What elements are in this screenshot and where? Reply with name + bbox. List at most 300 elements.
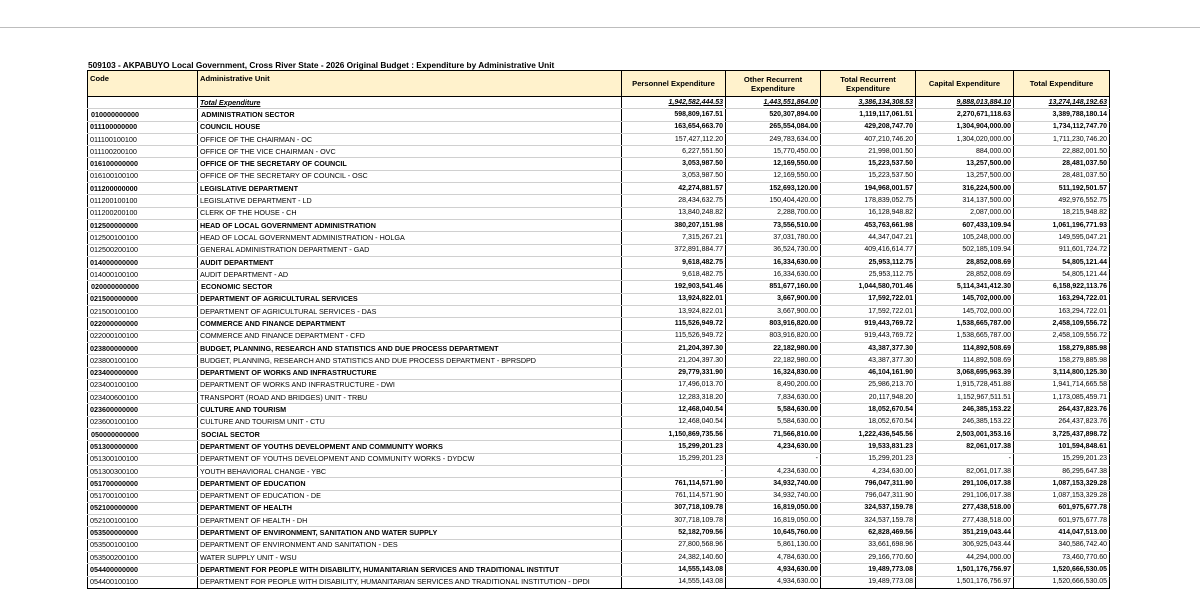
personnel-cell: 12,283,318.20 — [622, 392, 726, 404]
capital-cell: 13,257,500.00 — [916, 170, 1014, 182]
personnel-cell: 13,840,248.82 — [622, 207, 726, 219]
unit-cell: DEPARTMENT OF EDUCATION — [198, 478, 622, 490]
unit-cell: OFFICE OF THE SECRETARY OF COUNCIL — [198, 158, 622, 170]
total-expenditure-cell: 18,215,948.82 — [1014, 207, 1110, 219]
total-expenditure-cell: 6,158,922,113.76 — [1014, 281, 1110, 293]
capital-cell: 277,438,518.00 — [916, 515, 1014, 527]
total-expenditure-cell: 54,805,121.44 — [1014, 256, 1110, 268]
sector-row — [88, 109, 1110, 121]
capital-cell: 82,061,017.38 — [916, 441, 1014, 453]
capital-cell: 1,538,665,787.00 — [916, 330, 1014, 342]
total-recurrent-cell: 15,299,201.23 — [821, 453, 916, 465]
table-row — [88, 551, 1110, 563]
unit-cell: AUDIT DEPARTMENT - AD — [198, 269, 622, 281]
total-recurrent-cell: 25,953,112.75 — [821, 256, 916, 268]
capital-cell: 2,270,671,118.63 — [916, 109, 1014, 121]
other-recurrent-cell: 4,934,630.00 — [726, 576, 821, 588]
capital-cell: 351,219,043.44 — [916, 527, 1014, 539]
other-recurrent-cell: 150,404,420.00 — [726, 195, 821, 207]
unit-cell: LEGISLATIVE DEPARTMENT — [198, 183, 622, 195]
other-recurrent-cell: 249,783,634.00 — [726, 133, 821, 145]
unit-cell: WATER SUPPLY UNIT - WSU — [198, 551, 622, 563]
other-recurrent-cell: 4,934,630.00 — [726, 564, 821, 576]
other-recurrent-cell: 71,566,810.00 — [726, 429, 821, 441]
total-recurrent-cell: 16,128,948.82 — [821, 207, 916, 219]
personnel-cell: 6,227,551.50 — [622, 146, 726, 158]
other-recurrent-cell: 12,169,550.00 — [726, 158, 821, 170]
unit-cell: LEGISLATIVE DEPARTMENT - LD — [198, 195, 622, 207]
unit-cell: BUDGET, PLANNING, RESEARCH AND STATISTICS AND DUE PROCESS DEPARTMENT - BPRSDPD — [198, 355, 622, 367]
sector-row — [88, 281, 1110, 293]
table-row — [88, 527, 1110, 539]
unit-cell: COMMERCE AND FINANCE DEPARTMENT — [198, 318, 622, 330]
code-cell: 012500100100 — [88, 232, 198, 244]
personnel-cell: 115,526,949.72 — [622, 330, 726, 342]
code-cell: 014000000000 — [88, 256, 198, 268]
total-expenditure-cell: 1,087,153,329.28 — [1014, 478, 1110, 490]
table-row — [88, 478, 1110, 490]
table-row — [88, 183, 1110, 195]
total-recurrent-cell: 3,386,134,308.53 — [821, 97, 916, 109]
total-expenditure-cell: 2,458,109,556.72 — [1014, 330, 1110, 342]
capital-cell: 502,185,109.94 — [916, 244, 1014, 256]
capital-cell: 145,702,000.00 — [916, 293, 1014, 305]
other-recurrent-cell: 5,584,630.00 — [726, 404, 821, 416]
capital-cell: 2,087,000.00 — [916, 207, 1014, 219]
personnel-cell: 598,809,167.51 — [622, 109, 726, 121]
code-cell: 012500200100 — [88, 244, 198, 256]
other-recurrent-cell: 36,524,730.00 — [726, 244, 821, 256]
other-recurrent-cell: 5,861,130.00 — [726, 539, 821, 551]
total-expenditure-cell: 158,279,885.98 — [1014, 342, 1110, 354]
other-recurrent-cell: 15,770,450.00 — [726, 146, 821, 158]
total-recurrent-cell: 409,416,614.77 — [821, 244, 916, 256]
total-recurrent-cell: 4,234,630.00 — [821, 465, 916, 477]
personnel-cell: 307,718,109.78 — [622, 515, 726, 527]
unit-cell: GENERAL ADMINISTRATION DEPARTMENT - GAD — [198, 244, 622, 256]
capital-cell: 1,501,176,756.97 — [916, 564, 1014, 576]
total-recurrent-cell: 29,166,770.60 — [821, 551, 916, 563]
other-recurrent-cell: 10,645,760.00 — [726, 527, 821, 539]
unit-cell: CULTURE AND TOURISM UNIT - CTU — [198, 416, 622, 428]
code-cell: 014000100100 — [88, 269, 198, 281]
personnel-cell: 14,555,143.08 — [622, 564, 726, 576]
table-row — [88, 219, 1110, 231]
table-row — [88, 441, 1110, 453]
table-row — [88, 342, 1110, 354]
code-cell: 054400000000 — [88, 564, 198, 576]
code-cell: 051300000000 — [88, 441, 198, 453]
personnel-cell: 163,654,663.70 — [622, 121, 726, 133]
code-cell — [88, 97, 198, 109]
other-recurrent-cell: 803,916,820.00 — [726, 318, 821, 330]
capital-cell: 5,114,341,412.30 — [916, 281, 1014, 293]
total-recurrent-cell: 19,533,831.23 — [821, 441, 916, 453]
table-row — [88, 158, 1110, 170]
personnel-cell: 372,891,884.77 — [622, 244, 726, 256]
table-row — [88, 453, 1110, 465]
top-divider — [0, 27, 1200, 28]
total-recurrent-cell: 407,210,746.20 — [821, 133, 916, 145]
total-recurrent-cell: 20,117,948.20 — [821, 392, 916, 404]
code-cell: 023400000000 — [88, 367, 198, 379]
code-cell: 016100100100 — [88, 170, 198, 182]
other-recurrent-cell: 34,932,740.00 — [726, 490, 821, 502]
code-cell: 051700100100 — [88, 490, 198, 502]
unit-cell: DEPARTMENT OF ENVIRONMENT, SANITATION AND WATER SUPPLY — [198, 527, 622, 539]
capital-cell: 246,385,153.22 — [916, 416, 1014, 428]
other-recurrent-cell: - — [726, 453, 821, 465]
capital-cell: 316,224,500.00 — [916, 183, 1014, 195]
capital-cell: 246,385,153.22 — [916, 404, 1014, 416]
total-recurrent-cell: 17,592,722.01 — [821, 306, 916, 318]
table-row — [88, 170, 1110, 182]
code-cell: 053500000000 — [88, 527, 198, 539]
other-recurrent-cell: 3,667,900.00 — [726, 293, 821, 305]
other-recurrent-cell: 851,677,160.00 — [726, 281, 821, 293]
total-expenditure-cell: 414,047,513.00 — [1014, 527, 1110, 539]
total-expenditure-cell: 13,274,148,192.63 — [1014, 97, 1110, 109]
capital-cell: 1,501,176,756.97 — [916, 576, 1014, 588]
code-cell: 020000000000 — [88, 281, 198, 293]
unit-cell: BUDGET, PLANNING, RESEARCH AND STATISTICS AND DUE PROCESS DEPARTMENT — [198, 342, 622, 354]
personnel-cell: 761,114,571.90 — [622, 478, 726, 490]
table-row — [88, 367, 1110, 379]
unit-cell: SOCIAL SECTOR — [198, 429, 622, 441]
capital-cell: 884,000.00 — [916, 146, 1014, 158]
unit-cell: DEPARTMENT OF WORKS AND INFRASTRUCTURE — [198, 367, 622, 379]
total-recurrent-cell: 1,119,117,061.51 — [821, 109, 916, 121]
unit-cell: DEPARTMENT OF YOUTHS DEVELOPMENT AND COMMUNITY WORKS - DYDCW — [198, 453, 622, 465]
total-expenditure-cell: 54,805,121.44 — [1014, 269, 1110, 281]
code-cell: 023600000000 — [88, 404, 198, 416]
total-recurrent-cell: 43,387,377.30 — [821, 342, 916, 354]
code-cell: 023600100100 — [88, 416, 198, 428]
personnel-cell: 1,942,582,444.53 — [622, 97, 726, 109]
code-cell: 022000000000 — [88, 318, 198, 330]
unit-cell: OFFICE OF THE CHAIRMAN - OC — [198, 133, 622, 145]
personnel-cell: 13,924,822.01 — [622, 306, 726, 318]
capital-cell: 291,106,017.38 — [916, 478, 1014, 490]
total-expenditure-cell: 492,976,552.75 — [1014, 195, 1110, 207]
code-cell: 052100100100 — [88, 515, 198, 527]
table-row — [88, 256, 1110, 268]
code-cell: 051700000000 — [88, 478, 198, 490]
other-recurrent-cell: 8,490,200.00 — [726, 379, 821, 391]
personnel-cell: 9,618,482.75 — [622, 256, 726, 268]
table-row — [88, 515, 1110, 527]
total-recurrent-cell: 1,044,580,701.46 — [821, 281, 916, 293]
total-expenditure-cell: 911,601,724.72 — [1014, 244, 1110, 256]
total-expenditure-cell: 3,725,437,898.72 — [1014, 429, 1110, 441]
table-row — [88, 232, 1110, 244]
code-cell: 010000000000 — [88, 109, 198, 121]
other-recurrent-cell: 4,234,630.00 — [726, 441, 821, 453]
capital-cell: 1,304,020,000.00 — [916, 133, 1014, 145]
total-expenditure-cell: 163,294,722.01 — [1014, 306, 1110, 318]
capital-cell: 114,892,508.69 — [916, 355, 1014, 367]
personnel-cell: 28,434,632.75 — [622, 195, 726, 207]
unit-cell: DEPARTMENT OF EDUCATION - DE — [198, 490, 622, 502]
header-code: Code — [88, 71, 198, 97]
header-capital-expenditure: Capital Expenditure — [916, 71, 1014, 97]
code-cell: 052100000000 — [88, 502, 198, 514]
total-recurrent-cell: 19,489,773.08 — [821, 564, 916, 576]
code-cell: 023800000000 — [88, 342, 198, 354]
header-total-recurrent-expenditure: Total Recurrent Expenditure — [821, 71, 916, 97]
total-recurrent-cell: 17,592,722.01 — [821, 293, 916, 305]
table-row — [88, 330, 1110, 342]
personnel-cell: 761,114,571.90 — [622, 490, 726, 502]
expenditure-table — [87, 70, 1110, 589]
table-row — [88, 392, 1110, 404]
code-cell: 011100100100 — [88, 133, 198, 145]
other-recurrent-cell: 73,556,510.00 — [726, 219, 821, 231]
table-row — [88, 318, 1110, 330]
total-expenditure-cell: 158,279,885.98 — [1014, 355, 1110, 367]
total-recurrent-cell: 21,998,001.50 — [821, 146, 916, 158]
capital-cell: 1,915,728,451.88 — [916, 379, 1014, 391]
capital-cell: 607,433,109.94 — [916, 219, 1014, 231]
table-body — [88, 97, 1110, 589]
unit-cell: COUNCIL HOUSE — [198, 121, 622, 133]
personnel-cell: 307,718,109.78 — [622, 502, 726, 514]
unit-cell: OFFICE OF THE VICE CHAIRMAN - OVC — [198, 146, 622, 158]
code-cell: 053500200100 — [88, 551, 198, 563]
sector-row — [88, 429, 1110, 441]
capital-cell: - — [916, 453, 1014, 465]
unit-cell: DEPARTMENT OF AGRICULTURAL SERVICES - DAS — [198, 306, 622, 318]
header-personnel-expenditure: Personnel Expenditure — [622, 71, 726, 97]
unit-cell: TRANSPORT (ROAD AND BRIDGES) UNIT - TRBU — [198, 392, 622, 404]
personnel-cell: 157,427,112.20 — [622, 133, 726, 145]
personnel-cell: 380,207,151.98 — [622, 219, 726, 231]
other-recurrent-cell: 37,031,780.00 — [726, 232, 821, 244]
total-expenditure-cell: 3,389,788,180.14 — [1014, 109, 1110, 121]
total-expenditure-cell: 73,460,770.60 — [1014, 551, 1110, 563]
code-cell: 023400600100 — [88, 392, 198, 404]
capital-cell: 314,137,500.00 — [916, 195, 1014, 207]
other-recurrent-cell: 3,667,900.00 — [726, 306, 821, 318]
personnel-cell: 192,903,541.46 — [622, 281, 726, 293]
unit-cell: YOUTH BEHAVIORAL CHANGE - YBC — [198, 465, 622, 477]
total-expenditure-cell: 1,734,112,747.70 — [1014, 121, 1110, 133]
code-cell: 054400100100 — [88, 576, 198, 588]
table-row — [88, 564, 1110, 576]
unit-cell: HEAD OF LOCAL GOVERNMENT ADMINISTRATION — [198, 219, 622, 231]
total-recurrent-cell: 19,489,773.08 — [821, 576, 916, 588]
code-cell: 021500000000 — [88, 293, 198, 305]
total-expenditure-cell: 3,114,800,125.30 — [1014, 367, 1110, 379]
unit-cell: DEPARTMENT OF WORKS AND INFRASTRUCTURE - DWI — [198, 379, 622, 391]
capital-cell: 1,152,967,511.51 — [916, 392, 1014, 404]
other-recurrent-cell: 520,307,894.00 — [726, 109, 821, 121]
table-header-row — [88, 71, 1110, 97]
total-expenditure-cell: 1,520,666,530.05 — [1014, 576, 1110, 588]
table-row — [88, 207, 1110, 219]
code-cell: 011100200100 — [88, 146, 198, 158]
table-row — [88, 502, 1110, 514]
total-expenditure-cell: 1,711,230,746.20 — [1014, 133, 1110, 145]
total-expenditure-cell: 340,586,742.40 — [1014, 539, 1110, 551]
unit-cell: OFFICE OF THE SECRETARY OF COUNCIL - OSC — [198, 170, 622, 182]
unit-cell: DEPARTMENT OF ENVIRONMENT AND SANITATION - DES — [198, 539, 622, 551]
personnel-cell: 29,779,331.90 — [622, 367, 726, 379]
code-cell: 050000000000 — [88, 429, 198, 441]
code-cell: 016100000000 — [88, 158, 198, 170]
total-recurrent-cell: 18,052,670.54 — [821, 416, 916, 428]
code-cell: 011200000000 — [88, 183, 198, 195]
personnel-cell: 27,800,568.96 — [622, 539, 726, 551]
capital-cell: 82,061,017.38 — [916, 465, 1014, 477]
other-recurrent-cell: 16,324,830.00 — [726, 367, 821, 379]
total-recurrent-cell: 15,223,537.50 — [821, 158, 916, 170]
total-expenditure-cell: 1,520,666,530.05 — [1014, 564, 1110, 576]
total-recurrent-cell: 919,443,769.72 — [821, 330, 916, 342]
total-expenditure-cell: 601,975,677.78 — [1014, 502, 1110, 514]
total-recurrent-cell: 33,661,698.96 — [821, 539, 916, 551]
unit-cell: DEPARTMENT OF YOUTHS DEVELOPMENT AND COMMUNITY WORKS — [198, 441, 622, 453]
unit-cell: HEAD OF LOCAL GOVERNMENT ADMINISTRATION - HOLGA — [198, 232, 622, 244]
total-recurrent-cell: 324,537,159.78 — [821, 515, 916, 527]
capital-cell: 145,702,000.00 — [916, 306, 1014, 318]
other-recurrent-cell: 22,182,980.00 — [726, 355, 821, 367]
code-cell: 023800100100 — [88, 355, 198, 367]
total-expenditure-cell: 264,437,823.76 — [1014, 416, 1110, 428]
total-recurrent-cell: 1,222,436,545.56 — [821, 429, 916, 441]
other-recurrent-cell: 12,169,550.00 — [726, 170, 821, 182]
capital-cell: 114,892,508.69 — [916, 342, 1014, 354]
table-row — [88, 293, 1110, 305]
other-recurrent-cell: 265,554,084.00 — [726, 121, 821, 133]
total-expenditure-cell: 149,595,047.21 — [1014, 232, 1110, 244]
table-row — [88, 121, 1110, 133]
total-expenditure-cell: 163,294,722.01 — [1014, 293, 1110, 305]
report-title: 509103 - AKPABUYO Local Government, Cross River State - 2026 Original Budget : Expenditure by Administrative Unit — [88, 60, 555, 70]
other-recurrent-cell: 16,334,630.00 — [726, 269, 821, 281]
unit-cell: DEPARTMENT OF HEALTH - DH — [198, 515, 622, 527]
header-total-expenditure: Total Expenditure — [1014, 71, 1110, 97]
unit-cell: DEPARTMENT OF AGRICULTURAL SERVICES — [198, 293, 622, 305]
table-row — [88, 195, 1110, 207]
total-recurrent-cell: 796,047,311.90 — [821, 490, 916, 502]
unit-cell: Total Expenditure — [198, 97, 622, 109]
total-expenditure-cell: 511,192,501.57 — [1014, 183, 1110, 195]
unit-cell: CULTURE AND TOURISM — [198, 404, 622, 416]
capital-cell: 2,503,001,353.16 — [916, 429, 1014, 441]
unit-cell: DEPARTMENT OF HEALTH — [198, 502, 622, 514]
code-cell: 011200200100 — [88, 207, 198, 219]
capital-cell: 1,538,665,787.00 — [916, 318, 1014, 330]
total-expenditure-cell: 22,882,001.50 — [1014, 146, 1110, 158]
capital-cell: 3,068,695,963.39 — [916, 367, 1014, 379]
total-expenditure-cell: 86,295,647.38 — [1014, 465, 1110, 477]
capital-cell: 1,304,904,000.00 — [916, 121, 1014, 133]
table-row — [88, 133, 1110, 145]
capital-cell: 44,294,000.00 — [916, 551, 1014, 563]
total-recurrent-cell: 18,052,670.54 — [821, 404, 916, 416]
code-cell: 023400100100 — [88, 379, 198, 391]
capital-cell: 28,852,008.69 — [916, 269, 1014, 281]
unit-cell: ADMINISTRATION SECTOR — [198, 109, 622, 121]
personnel-cell: 12,468,040.54 — [622, 416, 726, 428]
other-recurrent-cell: 5,584,630.00 — [726, 416, 821, 428]
total-expenditure-cell: 15,299,201.23 — [1014, 453, 1110, 465]
table-row — [88, 576, 1110, 588]
other-recurrent-cell: 34,932,740.00 — [726, 478, 821, 490]
total-recurrent-cell: 178,839,052.75 — [821, 195, 916, 207]
header-administrative-unit: Administrative Unit — [198, 71, 622, 97]
total-recurrent-cell: 796,047,311.90 — [821, 478, 916, 490]
personnel-cell: 9,618,482.75 — [622, 269, 726, 281]
table-row — [88, 306, 1110, 318]
personnel-cell: 21,204,397.30 — [622, 342, 726, 354]
code-cell: 011200100100 — [88, 195, 198, 207]
unit-cell: ECONOMIC SECTOR — [198, 281, 622, 293]
total-recurrent-cell: 44,347,047.21 — [821, 232, 916, 244]
unit-cell: DEPARTMENT FOR PEOPLE WITH DISABILITY, HUMANITARIAN SERVICES AND TRADITIONAL INSTITUTION - DPDI — [198, 576, 622, 588]
unit-cell: COMMERCE AND FINANCE DEPARTMENT - CFD — [198, 330, 622, 342]
personnel-cell: 17,496,013.70 — [622, 379, 726, 391]
other-recurrent-cell: 22,182,980.00 — [726, 342, 821, 354]
personnel-cell: 7,315,267.21 — [622, 232, 726, 244]
personnel-cell: 14,555,143.08 — [622, 576, 726, 588]
personnel-cell: 3,053,987.50 — [622, 170, 726, 182]
personnel-cell: 21,204,397.30 — [622, 355, 726, 367]
total-recurrent-cell: 429,208,747.70 — [821, 121, 916, 133]
header-other-recurrent-expenditure: Other Recurrent Expenditure — [726, 71, 821, 97]
capital-cell: 28,852,008.69 — [916, 256, 1014, 268]
total-expenditure-cell: 601,975,677.78 — [1014, 515, 1110, 527]
total-expenditure-cell: 1,941,714,665.58 — [1014, 379, 1110, 391]
total-recurrent-cell: 25,986,213.70 — [821, 379, 916, 391]
total-recurrent-cell: 62,828,469.56 — [821, 527, 916, 539]
other-recurrent-cell: 16,819,050.00 — [726, 515, 821, 527]
total-expenditure-cell: 1,173,085,459.71 — [1014, 392, 1110, 404]
code-cell: 053500100100 — [88, 539, 198, 551]
personnel-cell: 42,274,881.57 — [622, 183, 726, 195]
total-recurrent-cell: 46,104,161.90 — [821, 367, 916, 379]
unit-cell: AUDIT DEPARTMENT — [198, 256, 622, 268]
personnel-cell: 1,150,869,735.56 — [622, 429, 726, 441]
capital-cell: 13,257,500.00 — [916, 158, 1014, 170]
personnel-cell: 24,382,140.60 — [622, 551, 726, 563]
unit-cell: DEPARTMENT FOR PEOPLE WITH DISABILITY, HUMANITARIAN SERVICES AND TRADITIONAL INSTITUT — [198, 564, 622, 576]
personnel-cell: 15,299,201.23 — [622, 441, 726, 453]
personnel-cell: 52,182,709.56 — [622, 527, 726, 539]
code-cell: 012500000000 — [88, 219, 198, 231]
table-row — [88, 146, 1110, 158]
table-row — [88, 269, 1110, 281]
capital-cell: 291,106,017.38 — [916, 490, 1014, 502]
total-recurrent-cell: 324,537,159.78 — [821, 502, 916, 514]
total-expenditure-cell: 1,087,153,329.28 — [1014, 490, 1110, 502]
total-recurrent-cell: 919,443,769.72 — [821, 318, 916, 330]
table-row — [88, 416, 1110, 428]
personnel-cell: 115,526,949.72 — [622, 318, 726, 330]
personnel-cell: 3,053,987.50 — [622, 158, 726, 170]
personnel-cell: - — [622, 465, 726, 477]
capital-cell: 306,925,043.44 — [916, 539, 1014, 551]
table-row — [88, 490, 1110, 502]
grand-total-row — [88, 97, 1110, 109]
total-expenditure-cell: 28,481,037.50 — [1014, 158, 1110, 170]
other-recurrent-cell: 4,234,630.00 — [726, 465, 821, 477]
unit-cell: CLERK OF THE HOUSE - CH — [198, 207, 622, 219]
total-recurrent-cell: 453,763,661.98 — [821, 219, 916, 231]
table-row — [88, 539, 1110, 551]
other-recurrent-cell: 4,784,630.00 — [726, 551, 821, 563]
